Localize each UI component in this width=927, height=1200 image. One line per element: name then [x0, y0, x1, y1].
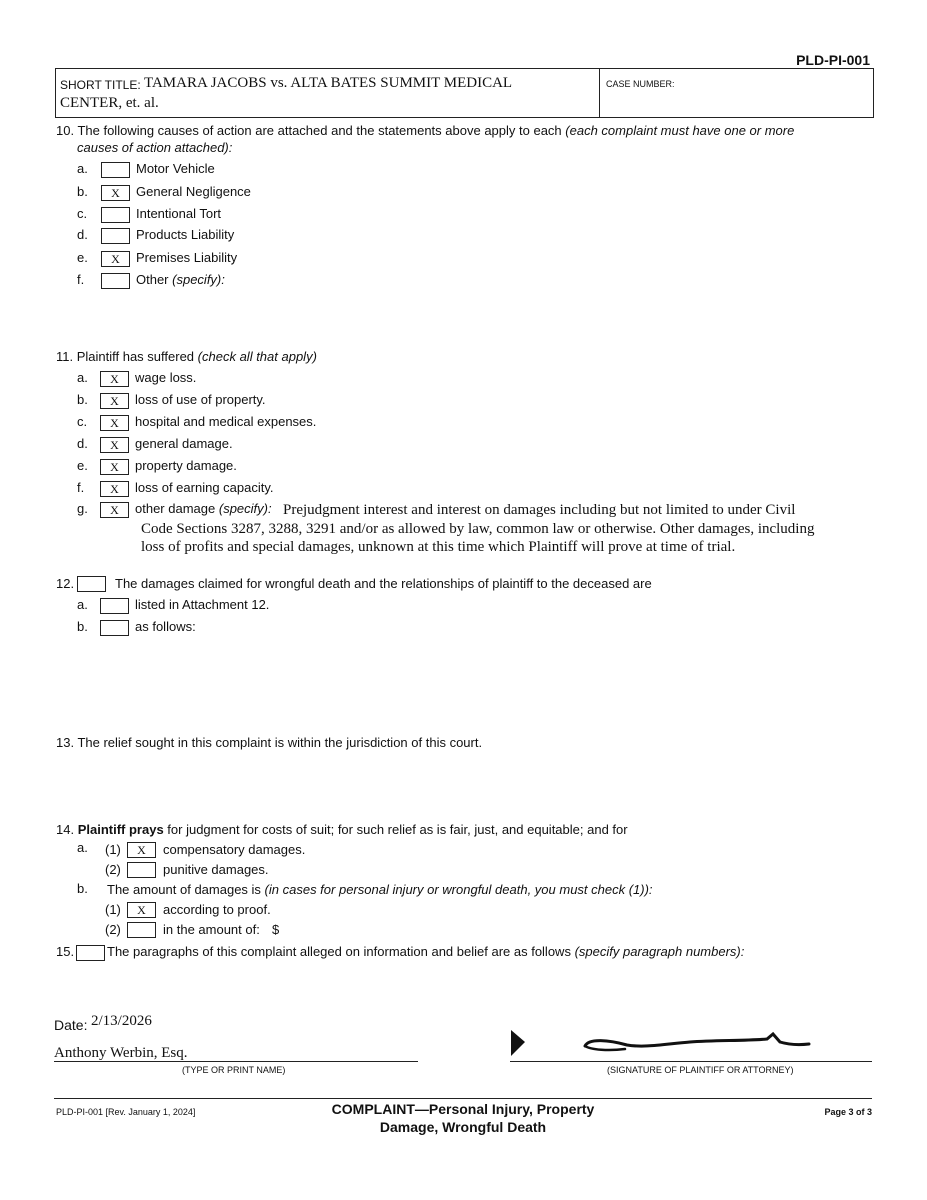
item14-a2-checkbox[interactable] [127, 862, 156, 878]
damage-type-label [135, 392, 266, 407]
damage-type-label [135, 370, 196, 385]
damage-type-letter: d. [77, 436, 88, 451]
item14-number: 14. [56, 822, 75, 837]
damage-type-label-text: other damage [135, 501, 216, 516]
wrongful-death-option-checkbox[interactable] [100, 620, 129, 636]
item14-b2-num: (2) [105, 922, 121, 937]
item12-checkbox[interactable] [77, 576, 106, 592]
cause-of-action-checkbox[interactable] [101, 228, 130, 244]
item14-b1-checkbox[interactable]: X [127, 902, 156, 918]
damage-type-label-text: general damage. [135, 436, 233, 451]
wrongful-death-option-label-text: as follows: [135, 619, 196, 634]
damage-type-label-text: loss of use of property. [135, 392, 266, 407]
signature-arrow-icon [511, 1030, 525, 1056]
item15-main: The paragraphs of this complaint alleged on information and belief are as follows [107, 944, 571, 959]
cause-of-action-label-text: Premises Liability [136, 250, 238, 265]
item14-a2-label: punitive damages. [163, 862, 269, 877]
item14-b-letter: b. [77, 881, 88, 896]
damage-type-letter: c. [77, 414, 88, 429]
cause-of-action-letter: d. [77, 227, 88, 242]
item14-a2-num: (2) [105, 862, 121, 877]
other-damage-line2: Code Sections 3287, 3288, 3291 and/or as allowed by law, common law or otherwise. Other damages, including [141, 521, 815, 537]
item14-b2-label: in the amount of: [163, 922, 260, 937]
item15-italic: (specify paragraph numbers): [574, 944, 745, 959]
item14-b-main: The amount of damages is [107, 882, 261, 897]
damage-type-letter: f. [77, 480, 85, 495]
damage-type-label [135, 458, 237, 473]
item14-a-letter: a. [77, 840, 88, 855]
damage-type-checkbox[interactable]: X [100, 502, 129, 518]
item15-text [107, 944, 744, 959]
name-caption: (TYPE OR PRINT NAME) [182, 1065, 286, 1075]
item12-number: 12. [56, 576, 75, 591]
wrongful-death-option-label [135, 619, 196, 634]
other-damage-line3: loss of profits and special damages, unknown at this time which Plaintiff will prove at time of trial. [141, 539, 736, 555]
damage-type-checkbox[interactable]: X [100, 371, 129, 387]
cause-of-action-label [136, 206, 221, 221]
damage-type-checkbox[interactable]: X [100, 481, 129, 497]
damage-type-checkbox[interactable]: X [100, 459, 129, 475]
short-title-line2: CENTER, et. al. [60, 95, 159, 111]
damage-type-label-text: hospital and medical expenses. [135, 414, 317, 429]
form-code-top: PLD-PI-001 [796, 52, 870, 68]
cause-of-action-label [136, 272, 225, 287]
cause-of-action-letter: b. [77, 184, 88, 199]
cause-of-action-letter: e. [77, 250, 88, 265]
other-damage-line1: Prejudgment interest and interest on damages including but not limited to under Civil [283, 502, 796, 518]
damage-type-checkbox[interactable]: X [100, 415, 129, 431]
cause-of-action-label-text: Products Liability [136, 227, 235, 242]
damage-type-label-italic: (specify): [218, 501, 272, 516]
cause-of-action-checkbox[interactable] [101, 207, 130, 223]
cause-of-action-label [136, 184, 251, 199]
wrongful-death-option-letter: b. [77, 619, 88, 634]
signature-line [510, 1061, 872, 1062]
cause-of-action-checkbox[interactable] [101, 273, 130, 289]
item14-b-text [107, 882, 653, 897]
date-label: Date: [54, 1017, 88, 1033]
item14-b1-label: according to proof. [163, 902, 271, 917]
damage-type-letter: e. [77, 458, 88, 473]
cause-of-action-label [136, 227, 234, 242]
item11-main: 11. Plaintiff has suffered [56, 349, 195, 364]
cause-of-action-checkbox[interactable]: X [101, 251, 130, 267]
cause-of-action-letter: c. [77, 206, 88, 221]
item14-bold: Plaintiff prays [77, 822, 164, 837]
item14-main: for judgment for costs of suit; for such relief as is fair, just, and equitable; and for [167, 822, 628, 837]
damage-type-label-text: wage loss. [135, 370, 197, 385]
item12-text: The damages claimed for wrongful death and the relationships of plaintiff to the deceased are [115, 576, 652, 591]
damage-type-label [135, 414, 316, 429]
item14-b2-checkbox[interactable] [127, 922, 156, 938]
cause-of-action-label-text: General Negligence [136, 184, 251, 199]
wrongful-death-option-label [135, 597, 269, 612]
header-divider [599, 69, 600, 117]
date-value: 2/13/2026 [91, 1013, 152, 1029]
damage-type-label-text: property damage. [135, 458, 237, 473]
damage-type-label [135, 480, 274, 495]
cause-of-action-letter: f. [77, 272, 85, 287]
item14-a1-num: (1) [105, 842, 121, 857]
damage-type-checkbox[interactable]: X [100, 393, 129, 409]
short-title-line1: TAMARA JACOBS vs. ALTA BATES SUMMIT MEDICAL [144, 75, 513, 91]
damage-type-letter: g. [77, 501, 88, 516]
footer-title-line2: Damage, Wrongful Death [379, 1119, 547, 1135]
signature-area [505, 1024, 875, 1064]
item14-a1-label: compensatory damages. [163, 842, 306, 857]
item10-italic: (each complaint must have one or more [565, 123, 795, 138]
cause-of-action-label-text: Intentional Tort [136, 206, 222, 221]
damage-type-checkbox[interactable]: X [100, 437, 129, 453]
cause-of-action-label-text: Motor Vehicle [136, 161, 215, 176]
item15-checkbox[interactable] [76, 945, 105, 961]
cause-of-action-label [136, 250, 237, 265]
cause-of-action-letter: a. [77, 161, 88, 176]
dollar-sign: $ [272, 922, 280, 937]
cause-of-action-label [136, 161, 215, 176]
footer-title-line1: COMPLAINT—Personal Injury, Property [331, 1101, 595, 1117]
damage-type-letter: b. [77, 392, 88, 407]
header-box [55, 68, 874, 118]
item10-main: 10. The following causes of action are attached and the statements above apply to each [56, 123, 562, 138]
cause-of-action-checkbox[interactable] [101, 162, 130, 178]
footer-rule [54, 1098, 872, 1099]
footer-page: Page 3 of 3 [824, 1107, 872, 1117]
footer-form-code: PLD-PI-001 [Rev. January 1, 2024] [56, 1107, 196, 1117]
wrongful-death-option-letter: a. [77, 597, 88, 612]
item10-text [56, 123, 794, 138]
item14-a1-checkbox[interactable]: X [127, 842, 156, 858]
attorney-name: Anthony Werbin, Esq. [54, 1045, 188, 1061]
signature-caption: (SIGNATURE OF PLAINTIFF OR ATTORNEY) [607, 1065, 794, 1075]
item14-b-italic: (in cases for personal injury or wrongful death, you must check (1)): [264, 882, 653, 897]
cause-of-action-label-text: Other [136, 272, 169, 287]
cause-of-action-checkbox[interactable]: X [101, 185, 130, 201]
case-number-label: CASE NUMBER: [606, 79, 675, 89]
item14-text [56, 822, 628, 837]
cause-of-action-label-italic: (specify): [172, 272, 225, 287]
damage-type-label [135, 501, 272, 516]
wrongful-death-option-label-text: listed in Attachment 12. [135, 597, 270, 612]
name-line [54, 1061, 418, 1062]
damage-type-letter: a. [77, 370, 88, 385]
item10-italic2: causes of action attached): [77, 140, 233, 155]
damage-type-label-text: loss of earning capacity. [135, 480, 274, 495]
signature-scribble [585, 1034, 809, 1046]
item15-number: 15. [56, 944, 75, 959]
damage-type-label [135, 436, 233, 451]
item11-text [56, 349, 317, 364]
wrongful-death-option-checkbox[interactable] [100, 598, 129, 614]
item14-b1-num: (1) [105, 902, 121, 917]
short-title-label: SHORT TITLE: [60, 78, 141, 92]
item11-italic: (check all that apply) [197, 349, 317, 364]
signature-scribble-loop [585, 1046, 625, 1050]
item13-text: 13. The relief sought in this complaint is within the jurisdiction of this court. [56, 735, 483, 750]
